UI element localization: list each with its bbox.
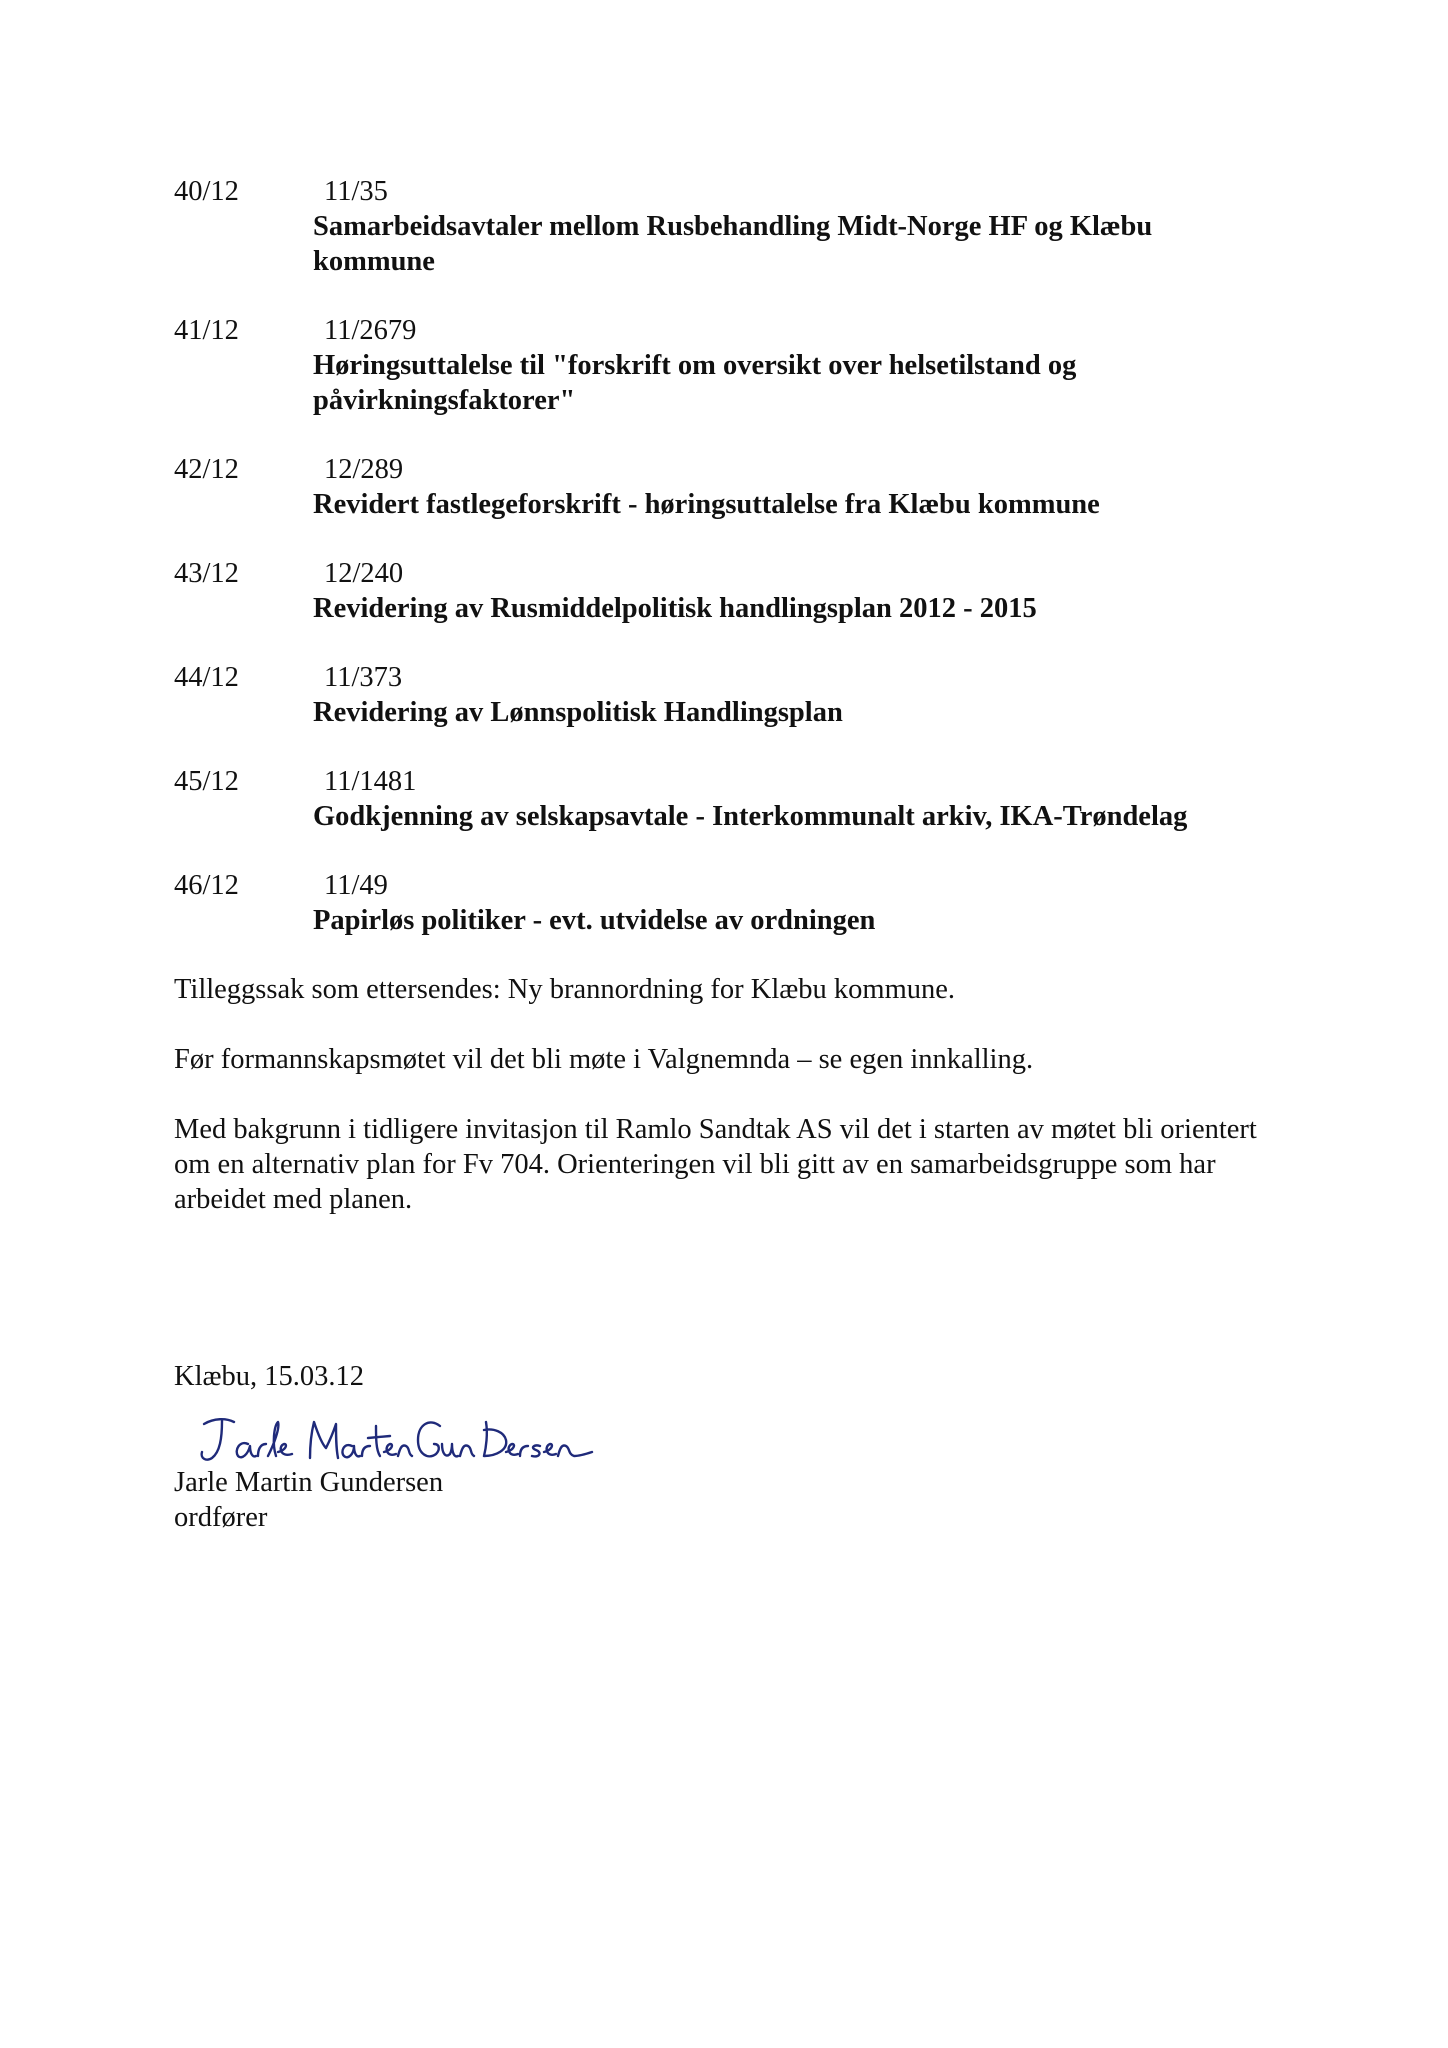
item-title: Revidering av Rusmiddelpolitisk handlingsplan 2012 - 2015: [313, 593, 1037, 624]
signer-name: Jarle Martin Gundersen: [174, 1467, 444, 1498]
additional-case-note: Tilleggssak som ettersendes: Ny brannordning for Klæbu kommune.: [174, 974, 956, 1005]
item-number: 46/12: [174, 870, 239, 901]
item-number: 44/12: [174, 662, 239, 693]
case-reference: 12/240: [324, 558, 404, 589]
item-title: Revidert fastlegeforskrift - høringsuttalelse fra Klæbu kommune: [313, 489, 1100, 520]
item-title: Godkjenning av selskapsavtale - Interkommunalt arkiv, IKA-Trøndelag: [313, 801, 1188, 832]
case-reference: 11/373: [324, 662, 403, 693]
item-number: 42/12: [174, 454, 239, 485]
case-reference: 12/289: [324, 454, 404, 485]
item-number: 45/12: [174, 766, 239, 797]
case-reference: 11/2679: [324, 315, 417, 346]
item-title: Papirløs politiker - evt. utvidelse av ordningen: [313, 905, 876, 936]
item-title: Revidering av Lønnspolitisk Handlingsplan: [313, 697, 843, 728]
case-reference: 11/1481: [324, 766, 417, 797]
orientation-note: Med bakgrunn i tidligere invitasjon til Ramlo Sandtak AS vil det i starten av møtet bli orientert om en alternativ plan for Fv 704. Orienteringen vil bli gitt av en samarbeidsgruppe som har arbeidet med planen.: [174, 1114, 1257, 1215]
election-committee-note: Før formannskapsmøtet vil det bli møte i Valgnemnda – se egen innkalling.: [174, 1044, 1034, 1075]
item-number: 43/12: [174, 558, 239, 589]
item-number: 40/12: [174, 176, 239, 207]
item-title: Høringsuttalelse til "forskrift om oversikt over helsetilstand og påvirkningsfaktorer": [313, 350, 1077, 416]
case-reference: 11/49: [324, 870, 388, 901]
item-number: 41/12: [174, 315, 239, 346]
case-reference: 11/35: [324, 176, 388, 207]
signer-title: ordfører: [174, 1502, 268, 1533]
place-date: Klæbu, 15.03.12: [174, 1361, 365, 1392]
item-title: Samarbeidsavtaler mellom Rusbehandling Midt-Norge HF og Klæbu kommune: [313, 211, 1153, 277]
